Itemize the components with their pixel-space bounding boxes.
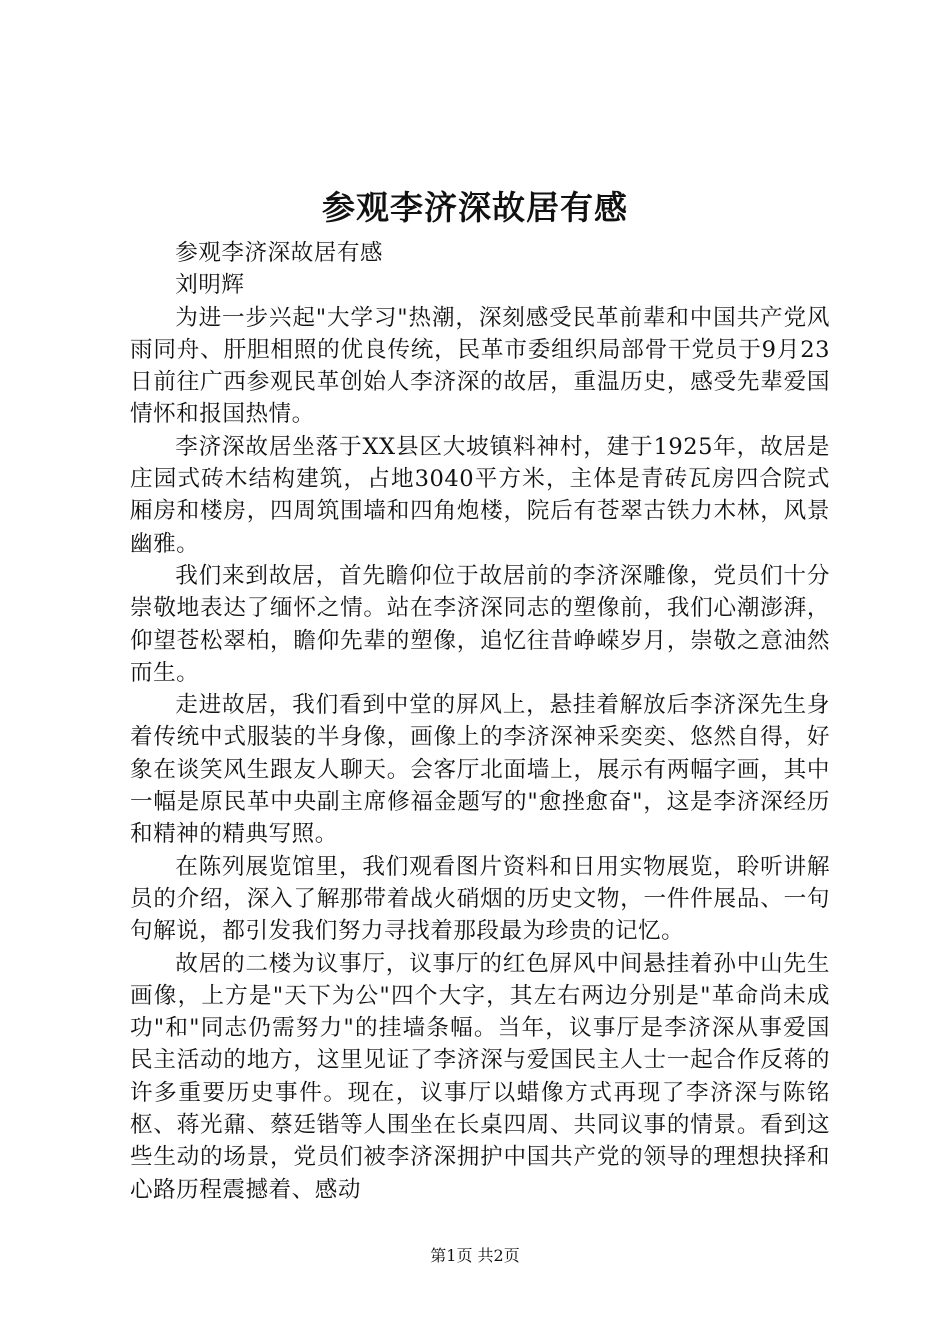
subtitle-line: 参观李济深故居有感 xyxy=(175,240,384,266)
author-line: 刘明辉 xyxy=(175,272,245,299)
paragraph: 走进故居，我们看到中堂的屏风上，悬挂着解放后李济深先生身着传统中式服装的半身像，画像上的李济深神采奕奕、悠然自得，好象在谈笑风生跟友人聊天。会客厅北面墙上，展示有两幅字画，其中一幅是原民革中央副主席修福金题写的"愈挫愈奋"，这是李济深经历和精神的精典写照。 xyxy=(130,692,830,848)
paragraph: 李济深故居坐落于XX县区大坡镇料神村，建于1925年，故居是庄园式砖木结构建筑，占地3040平方米，主体是青砖瓦房四合院式厢房和楼房，四周筑围墙和四角炮楼，院后有苍翠古铁力木林，风景幽雅。 xyxy=(130,433,830,557)
page-number-footer: 第1页 共2页 xyxy=(430,1246,520,1265)
paragraph: 我们来到故居，首先瞻仰位于故居前的李济深雕像，党员们十分崇敬地表达了缅怀之情。站在李济深同志的塑像前，我们心潮澎湃，仰望苍松翠柏，瞻仰先辈的塑像，追忆往昔峥嵘岁月，崇敬之意油然而生。 xyxy=(130,562,830,686)
document-body xyxy=(130,237,830,1206)
paragraph: 为进一步兴起"大学习"热潮，深刻感受民革前辈和中国共产党风雨同舟、肝胆相照的优良传统，民革市委组织局部骨干党员于9月23日前往广西参观民革创始人李济深的故居，重温历史，感受先辈爱国情怀和报国热情。 xyxy=(130,304,830,428)
page-title: 参观李济深故居有感 xyxy=(322,188,628,227)
paragraph: 在陈列展览馆里，我们观看图片资料和日用实物展览，聆听讲解员的介绍，深入了解那带着战火硝烟的历史文物，一件件展品、一句句解说，都引发我们努力寻找着那段最为珍贵的记忆。 xyxy=(130,853,830,945)
paragraph: 故居的二楼为议事厅，议事厅的红色屏风中间悬挂着孙中山先生画像，上方是"天下为公"四个大字，其左右两边分别是"革命尚未成功"和"同志仍需努力"的挂墙条幅。当年，议事厅是李济深从事爱国民主活动的地方，这里见证了李济深与爱国民主人士一起合作反蒋的许多重要历史事件。现在，议事厅以蜡像方式再现了李济深与陈铭枢、蒋光鼐、蔡廷锴等人围坐在长桌四周、共同议事的情景。看到这些生动的场景，党员们被李济深拥护中国共产党的领导的理想抉择和心路历程震撼着、感动 xyxy=(130,950,830,1203)
